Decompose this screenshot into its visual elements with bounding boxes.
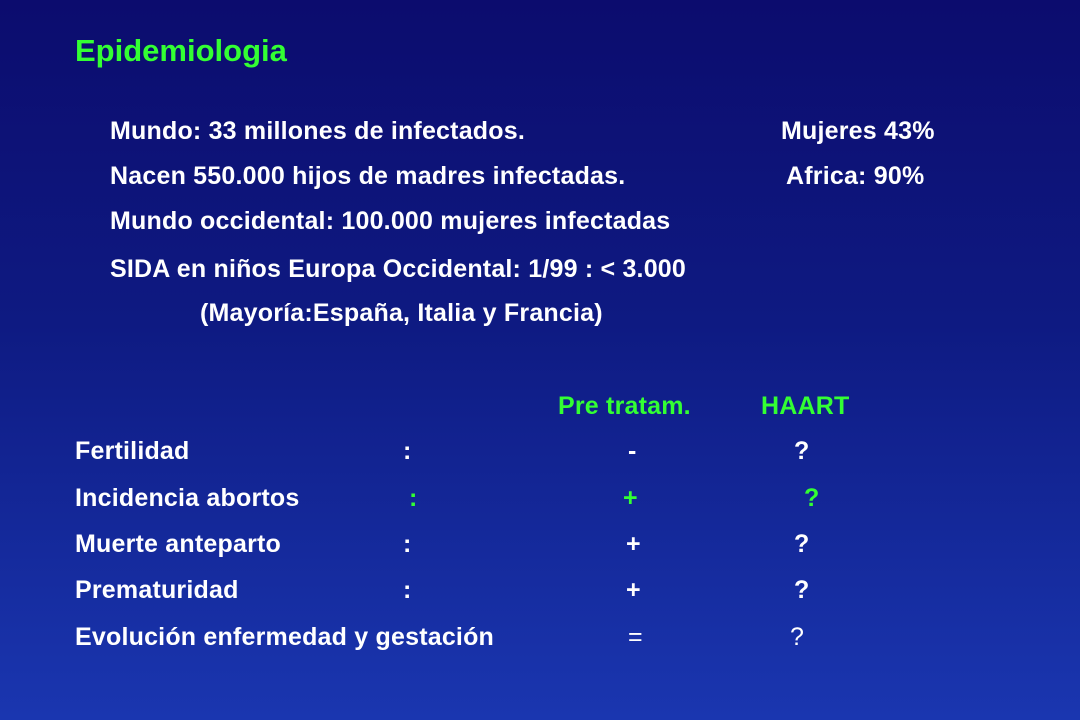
fact-births: Nacen 550.000 hijos de madres infectadas. [110, 162, 626, 190]
row-pre-value: + [626, 530, 641, 558]
row-label: Prematuridad [75, 576, 239, 604]
row-label: Muerte anteparto [75, 530, 282, 558]
row-label: Evolución enfermedad y gestación [75, 623, 495, 651]
row-haart-value: ? [794, 576, 810, 604]
fact-majority: (Mayoría:España, Italia y Francia) [200, 299, 603, 327]
row-label: Incidencia abortos [75, 484, 300, 512]
row-pre-value: + [626, 576, 641, 604]
row-pre-value: - [628, 437, 637, 465]
fact-world: Mundo: 33 millones de infectados. [110, 117, 525, 145]
fact-western: Mundo occidental: 100.000 mujeres infectadas [110, 207, 671, 235]
slide-title: Epidemiologia [75, 33, 287, 68]
row-pre-value: = [628, 623, 643, 651]
row-haart-value: ? [790, 623, 805, 651]
row-label: Fertilidad [75, 437, 190, 465]
fact-women: Mujeres 43% [781, 117, 935, 145]
row-separator: : [403, 530, 412, 558]
row-separator: : [403, 576, 412, 604]
fact-africa: Africa: 90% [786, 162, 925, 190]
row-haart-value: ? [794, 530, 810, 558]
row-haart-value: ? [794, 437, 810, 465]
header-pre-treatment: Pre tratam. [558, 392, 691, 420]
row-separator: : [409, 484, 418, 512]
row-haart-value: ? [804, 484, 820, 512]
fact-aids-children: SIDA en niños Europa Occidental: 1/99 : < 3.000 [110, 255, 687, 283]
row-pre-value: + [623, 484, 638, 512]
row-separator: : [403, 437, 412, 465]
header-haart: HAART [761, 392, 850, 420]
